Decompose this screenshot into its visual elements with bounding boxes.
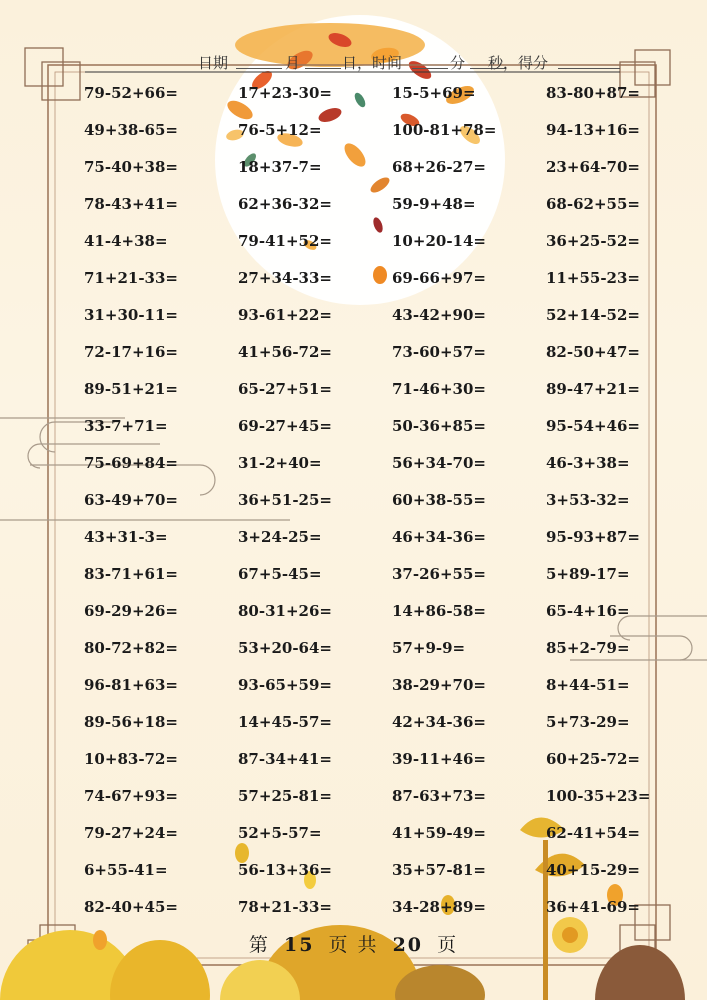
problem-item: 71-46+30= — [392, 380, 486, 398]
problem-item: 17+23-30= — [238, 84, 332, 102]
problem-item: 10+20-14= — [392, 232, 486, 250]
problem-item: 18+37-7= — [238, 158, 322, 176]
problem-item: 75-69+84= — [84, 454, 178, 472]
problem-item: 95-54+46= — [546, 417, 640, 435]
problem-item: 68-62+55= — [546, 195, 640, 213]
problem-item: 78+21-33= — [238, 898, 332, 916]
problem-item: 41+56-72= — [238, 343, 332, 361]
worksheet-header — [150, 52, 610, 72]
problem-item: 39-11+46= — [392, 750, 486, 768]
problem-item: 40+15-29= — [546, 861, 640, 879]
problem-item: 79-52+66= — [84, 84, 178, 102]
problem-item: 57+9-9= — [392, 639, 466, 657]
problem-item: 42+34-36= — [392, 713, 486, 731]
problem-item: 74-67+93= — [84, 787, 178, 805]
problem-item: 36+51-25= — [238, 491, 332, 509]
problem-item: 46+34-36= — [392, 528, 486, 546]
minute-blank — [412, 68, 448, 69]
problem-item: 76-5+12= — [238, 121, 322, 139]
problem-item: 36+41-69= — [546, 898, 640, 916]
problem-item: 53+20-64= — [238, 639, 332, 657]
problem-item: 94-13+16= — [546, 121, 640, 139]
problem-item: 57+25-81= — [238, 787, 332, 805]
total-pages-number: 20 — [392, 934, 424, 956]
current-page-number: 15 — [283, 934, 315, 956]
problem-item: 95-93+87= — [546, 528, 640, 546]
problem-item: 82-50+47= — [546, 343, 640, 361]
problem-item: 5+89-17= — [546, 565, 630, 583]
problem-item: 100-35+23= — [546, 787, 651, 805]
problem-item: 43-42+90= — [392, 306, 486, 324]
problem-item: 68+26-27= — [392, 158, 486, 176]
problem-item: 89-47+21= — [546, 380, 640, 398]
problem-item: 73-60+57= — [392, 343, 486, 361]
problem-item: 49+38-65= — [84, 121, 178, 139]
problem-item: 23+64-70= — [546, 158, 640, 176]
problem-item: 50-36+85= — [392, 417, 486, 435]
problem-item: 75-40+38= — [84, 158, 178, 176]
problem-item: 33-7+71= — [84, 417, 168, 435]
score-blank — [558, 68, 620, 69]
month-blank — [236, 68, 282, 69]
problem-item: 37-26+55= — [392, 565, 486, 583]
problem-item: 62-41+54= — [546, 824, 640, 842]
problem-item: 60+25-72= — [546, 750, 640, 768]
problem-item: 93-61+22= — [238, 306, 332, 324]
problem-item: 100-81+78= — [392, 121, 497, 139]
problem-item: 62+36-32= — [238, 195, 332, 213]
footer-prefix: 第 — [248, 934, 270, 956]
problem-item: 5+73-29= — [546, 713, 630, 731]
footer-middle: 页 共 — [328, 934, 379, 956]
problem-item: 89-51+21= — [84, 380, 178, 398]
problem-item: 3+53-32= — [546, 491, 630, 509]
problem-item: 3+24-25= — [238, 528, 322, 546]
day-time-label: 日，时间 — [342, 54, 403, 72]
problem-item: 43+31-3= — [84, 528, 168, 546]
problem-item: 36+25-52= — [546, 232, 640, 250]
problem-item: 79-27+24= — [84, 824, 178, 842]
problem-item: 72-17+16= — [84, 343, 178, 361]
minute-label: 分 — [450, 54, 466, 72]
problem-item: 27+34-33= — [238, 269, 332, 287]
problem-item: 56+34-70= — [392, 454, 486, 472]
problem-item: 56-13+36= — [238, 861, 332, 879]
problem-item: 80-31+26= — [238, 602, 332, 620]
arithmetic-problem-grid — [84, 84, 700, 935]
problem-item: 31-2+40= — [238, 454, 322, 472]
second-score-label: 秒，得分 — [488, 54, 549, 72]
problem-item: 96-81+63= — [84, 676, 178, 694]
problem-item: 34-28+89= — [392, 898, 486, 916]
problem-item: 65-27+51= — [238, 380, 332, 398]
problem-item: 87-63+73= — [392, 787, 486, 805]
problem-item: 41-4+38= — [84, 232, 168, 250]
problem-item: 69-29+26= — [84, 602, 178, 620]
problem-item: 83-71+61= — [84, 565, 178, 583]
problem-item: 93-65+59= — [238, 676, 332, 694]
problem-item: 87-34+41= — [238, 750, 332, 768]
problem-item: 59-9+48= — [392, 195, 476, 213]
problem-item: 63-49+70= — [84, 491, 178, 509]
problem-item: 80-72+82= — [84, 639, 178, 657]
problem-item: 89-56+18= — [84, 713, 178, 731]
problem-item: 85+2-79= — [546, 639, 630, 657]
problem-item: 14+86-58= — [392, 602, 486, 620]
problem-item: 83-80+87= — [546, 84, 640, 102]
problem-item: 15-5+69= — [392, 84, 476, 102]
problem-item: 8+44-51= — [546, 676, 630, 694]
problem-item: 60+38-55= — [392, 491, 486, 509]
date-label: 日期 — [198, 54, 229, 72]
page-footer — [0, 930, 707, 957]
day-blank — [305, 68, 341, 69]
problem-item: 79-41+52= — [238, 232, 332, 250]
problem-item: 65-4+16= — [546, 602, 630, 620]
month-label: 月 — [285, 54, 301, 72]
problem-item: 6+55-41= — [84, 861, 168, 879]
problem-item: 14+45-57= — [238, 713, 332, 731]
problem-item: 35+57-81= — [392, 861, 486, 879]
problem-item: 31+30-11= — [84, 306, 178, 324]
problem-item: 52+5-57= — [238, 824, 322, 842]
problem-item: 11+55-23= — [546, 269, 640, 287]
problem-item: 67+5-45= — [238, 565, 322, 583]
problem-item: 41+59-49= — [392, 824, 486, 842]
problem-item: 46-3+38= — [546, 454, 630, 472]
problem-item: 78-43+41= — [84, 195, 178, 213]
problem-item: 69-66+97= — [392, 269, 486, 287]
problem-item: 71+21-33= — [84, 269, 178, 287]
problem-item: 38-29+70= — [392, 676, 486, 694]
problem-item: 82-40+45= — [84, 898, 178, 916]
problem-item: 10+83-72= — [84, 750, 178, 768]
problem-item: 69-27+45= — [238, 417, 332, 435]
problem-item: 52+14-52= — [546, 306, 640, 324]
footer-suffix: 页 — [437, 934, 459, 956]
